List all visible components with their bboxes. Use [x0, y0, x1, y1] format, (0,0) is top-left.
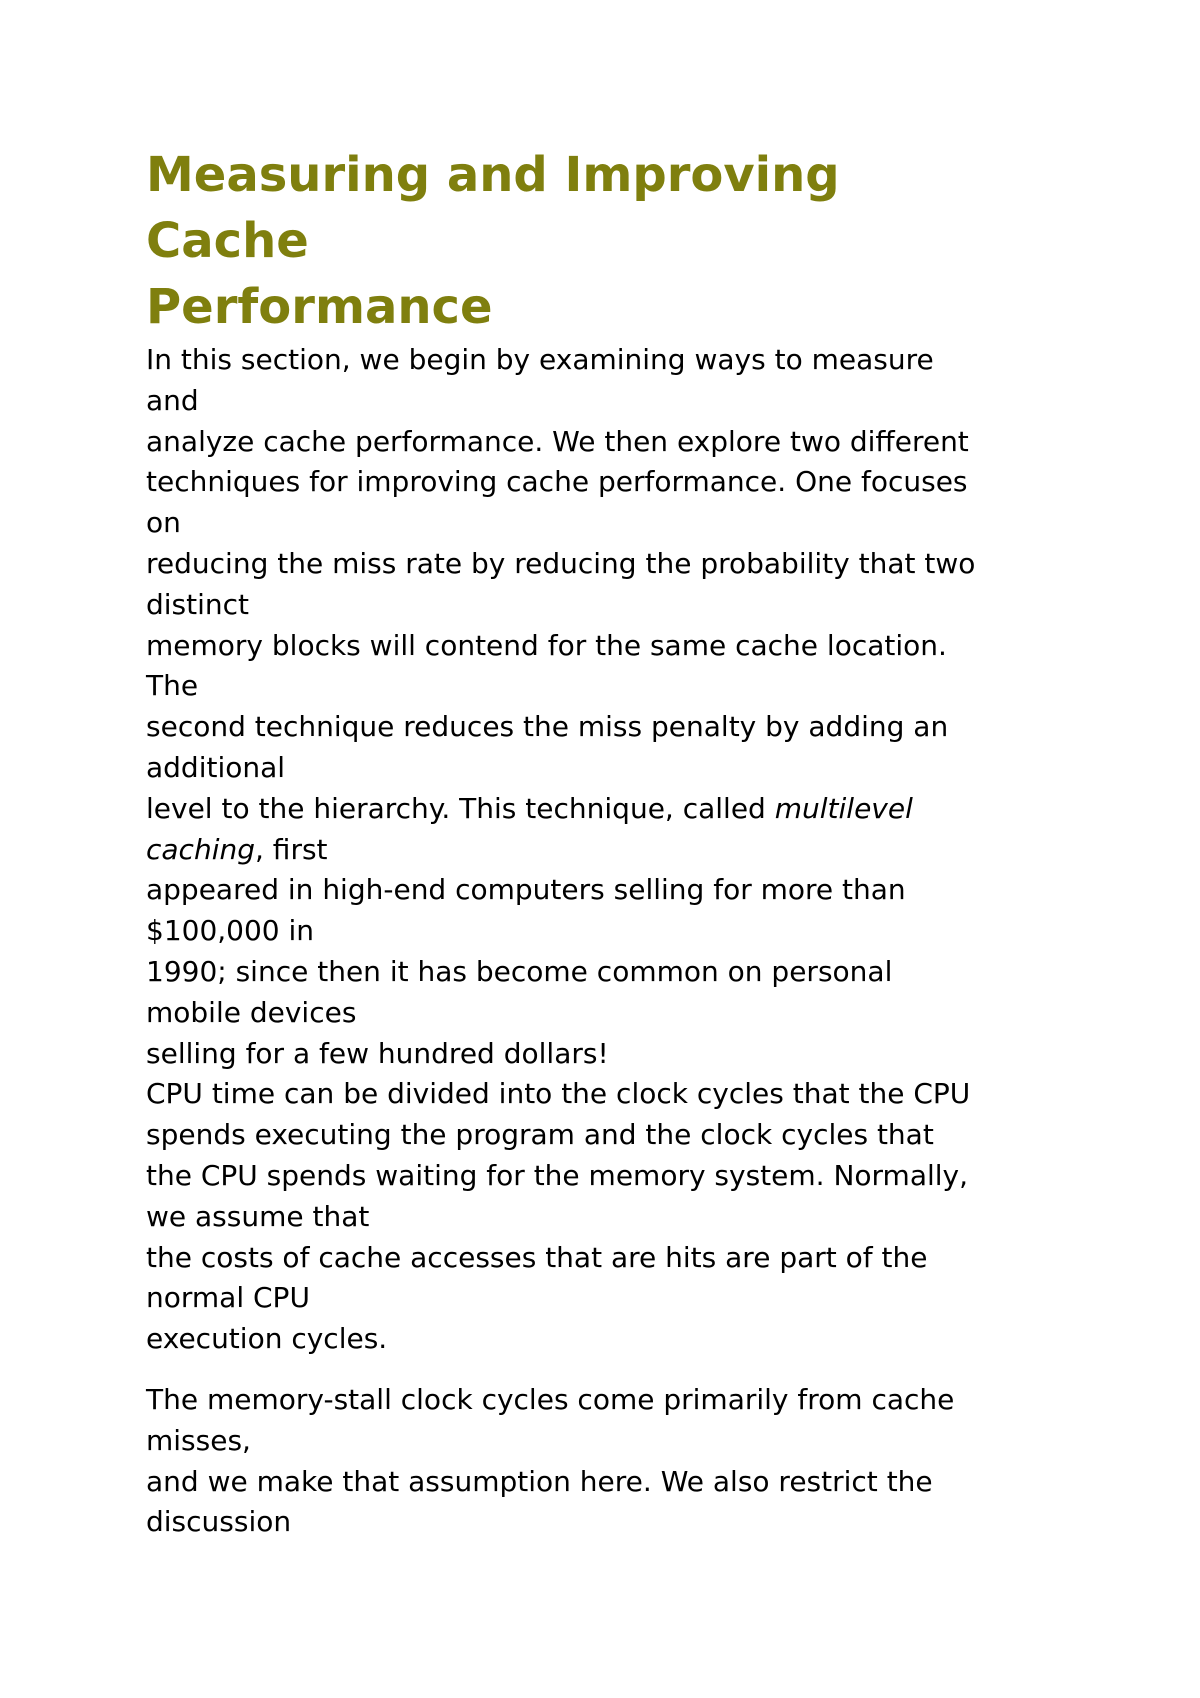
- text-line: [146, 789, 1086, 830]
- text-line: we assume that: [146, 1199, 370, 1233]
- document-page: [146, 142, 1086, 1543]
- text-segment: , first: [255, 832, 328, 866]
- heading-line: Performance: [146, 279, 493, 335]
- text-line: the CPU spends waiting for the memory system. Normally,: [146, 1158, 969, 1192]
- section-heading: [146, 142, 1086, 340]
- emphasized-term: caching: [146, 832, 255, 866]
- text-line: reducing the miss rate by reducing the probability that two: [146, 546, 976, 580]
- text-line: spends executing the program and the clock cycles that: [146, 1118, 934, 1152]
- text-line: second technique reduces the miss penalty by adding an: [146, 710, 949, 744]
- text-line: 1990; since then it has become common on personal: [146, 954, 893, 988]
- text-line: execution cycles.: [146, 1322, 388, 1356]
- heading-line: Measuring and Improving: [146, 147, 840, 203]
- text-line: and we make that assumption here. We also restrict the: [146, 1464, 933, 1498]
- text-line: discussion: [146, 1505, 292, 1539]
- text-line: the costs of cache accesses that are hits are part of the: [146, 1240, 928, 1274]
- text-line: appeared in high-end computers selling for more than: [146, 873, 906, 907]
- text-line: techniques for improving cache performance. One focuses: [146, 465, 968, 499]
- text-line: CPU time can be divided into the clock cycles that the CPU: [146, 1077, 971, 1111]
- emphasized-term: multilevel: [774, 791, 913, 825]
- intro-paragraph: [146, 340, 1086, 1360]
- memory-stall-paragraph: [146, 1380, 1086, 1543]
- text-line: memory blocks will contend for the same cache location.: [146, 628, 947, 662]
- text-line: In this section, we begin by examining ways to measure: [146, 343, 934, 376]
- text-line: mobile devices: [146, 995, 357, 1029]
- text-line: misses,: [146, 1423, 251, 1457]
- text-line: normal CPU: [146, 1281, 310, 1315]
- text-segment: level to the hierarchy. This technique, called: [146, 791, 775, 825]
- text-line: additional: [146, 750, 286, 784]
- text-line: The memory-stall clock cycles come primarily from cache: [146, 1382, 955, 1416]
- heading-line: Cache: [146, 213, 309, 269]
- text-line: and: [146, 383, 199, 417]
- text-line: The: [146, 669, 199, 703]
- text-line: analyze cache performance. We then explore two different: [146, 424, 969, 458]
- text-line: selling for a few hundred dollars!: [146, 1036, 609, 1070]
- text-line: on: [146, 506, 181, 540]
- text-line: [146, 830, 1086, 871]
- text-line: $100,000 in: [146, 914, 315, 948]
- text-line: distinct: [146, 587, 250, 621]
